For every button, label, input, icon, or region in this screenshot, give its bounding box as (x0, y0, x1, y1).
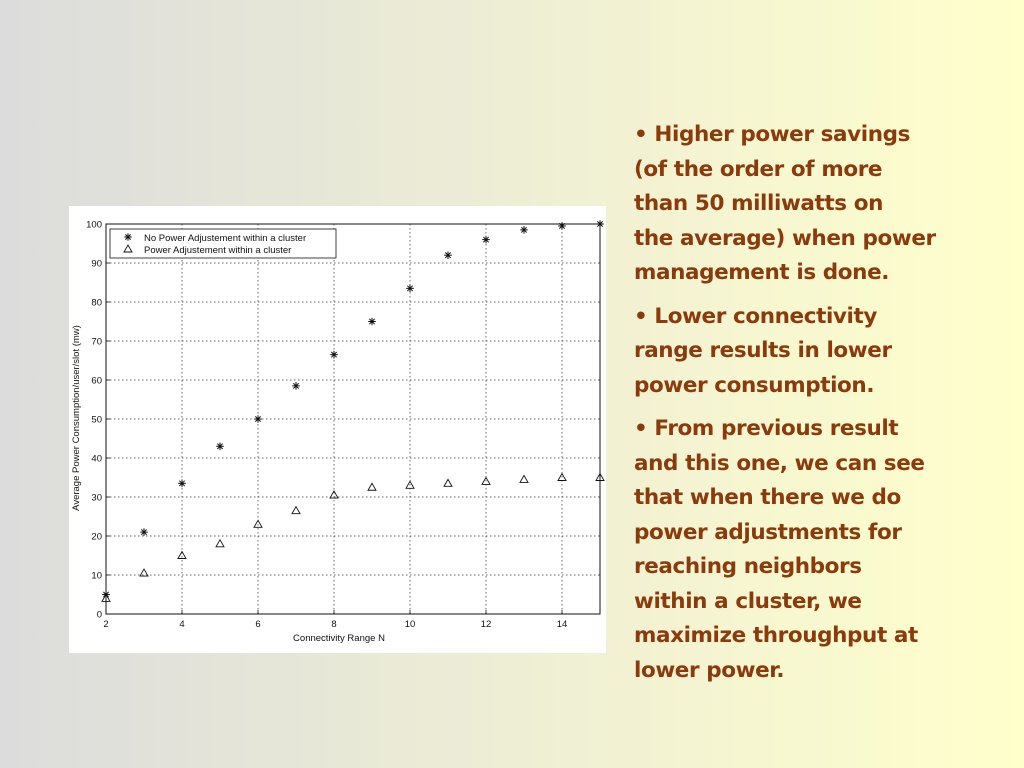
x-tick-label: 2 (103, 619, 109, 630)
bullet-line: (of the order of more (634, 156, 883, 182)
legend-label-no-adjustment: No Power Adjustement within a cluster (144, 233, 307, 244)
y-tick-label: 0 (96, 609, 102, 621)
legend (110, 229, 336, 258)
x-tick-label: 14 (556, 619, 568, 630)
bullet-line: lower power. (634, 657, 785, 683)
data-point-asterisk (330, 351, 338, 359)
scatter-chart (69, 206, 606, 653)
y-tick-label: 10 (91, 570, 102, 582)
data-point-triangle (368, 483, 376, 490)
bullet-list (634, 118, 1009, 697)
bullet-item (634, 300, 1009, 404)
y-tick-label: 100 (86, 219, 102, 231)
data-point-asterisk (596, 220, 604, 228)
tick-labels (86, 220, 567, 631)
bullet-line: power consumption. (634, 372, 875, 398)
data-points (102, 220, 604, 601)
x-tick-label: 10 (404, 619, 416, 630)
data-point-asterisk (140, 528, 148, 536)
data-point-triangle (292, 507, 300, 514)
data-point-triangle (520, 475, 528, 482)
legend-label-adjustment: Power Adjustement within a cluster (144, 245, 292, 256)
bullet-item (634, 118, 1009, 291)
bullet-line: that when there we do (634, 485, 901, 510)
bullet-line: • From previous result (634, 416, 899, 441)
data-point-asterisk (178, 480, 186, 488)
bullet-line: within a cluster, we (634, 588, 862, 614)
y-tick-label: 70 (91, 336, 102, 348)
bullet-line: reaching neighbors (634, 554, 862, 579)
data-point-asterisk (254, 415, 262, 423)
y-tick-label: 90 (91, 258, 102, 270)
y-tick-label: 30 (91, 492, 102, 504)
x-tick-label: 12 (480, 619, 492, 630)
data-point-asterisk (368, 318, 376, 326)
x-axis-label: Connectivity Range N (293, 633, 385, 644)
bullet-line: management is done. (634, 260, 890, 285)
data-point-asterisk (406, 285, 414, 293)
bullet-line: power adjustments for (634, 519, 902, 545)
bullet-line: • Lower connectivity (634, 303, 878, 329)
y-tick-label: 60 (91, 375, 102, 387)
bullet-line: and this one, we can see (634, 450, 925, 476)
data-point-asterisk (444, 251, 452, 259)
y-tick-label: 50 (91, 414, 102, 426)
data-point-asterisk (520, 226, 528, 234)
x-tick-label: 6 (255, 619, 261, 630)
data-point-asterisk (216, 443, 224, 451)
bullet-line: the average) when power (634, 225, 936, 251)
x-tick-label: 4 (179, 619, 185, 630)
bullet-line: • Higher power savings (634, 122, 911, 147)
bullet-item (634, 412, 1009, 688)
data-point-triangle (444, 479, 452, 486)
data-point-asterisk (292, 382, 300, 390)
y-axis-label: Average Power Consumption/user/slot (mw) (71, 325, 82, 511)
data-point-asterisk (482, 236, 490, 244)
y-tick-label: 40 (91, 453, 102, 465)
data-point-triangle (216, 540, 224, 547)
bullet-line: than 50 milliwatts on (634, 191, 884, 216)
bullet-line: range results in lower (634, 338, 892, 363)
chart-panel (69, 206, 606, 653)
bullet-line: maximize throughput at (634, 623, 918, 648)
y-tick-label: 20 (91, 531, 102, 543)
data-point-asterisk (558, 222, 566, 230)
x-tick-label: 8 (331, 619, 337, 630)
y-tick-label: 80 (91, 297, 102, 309)
